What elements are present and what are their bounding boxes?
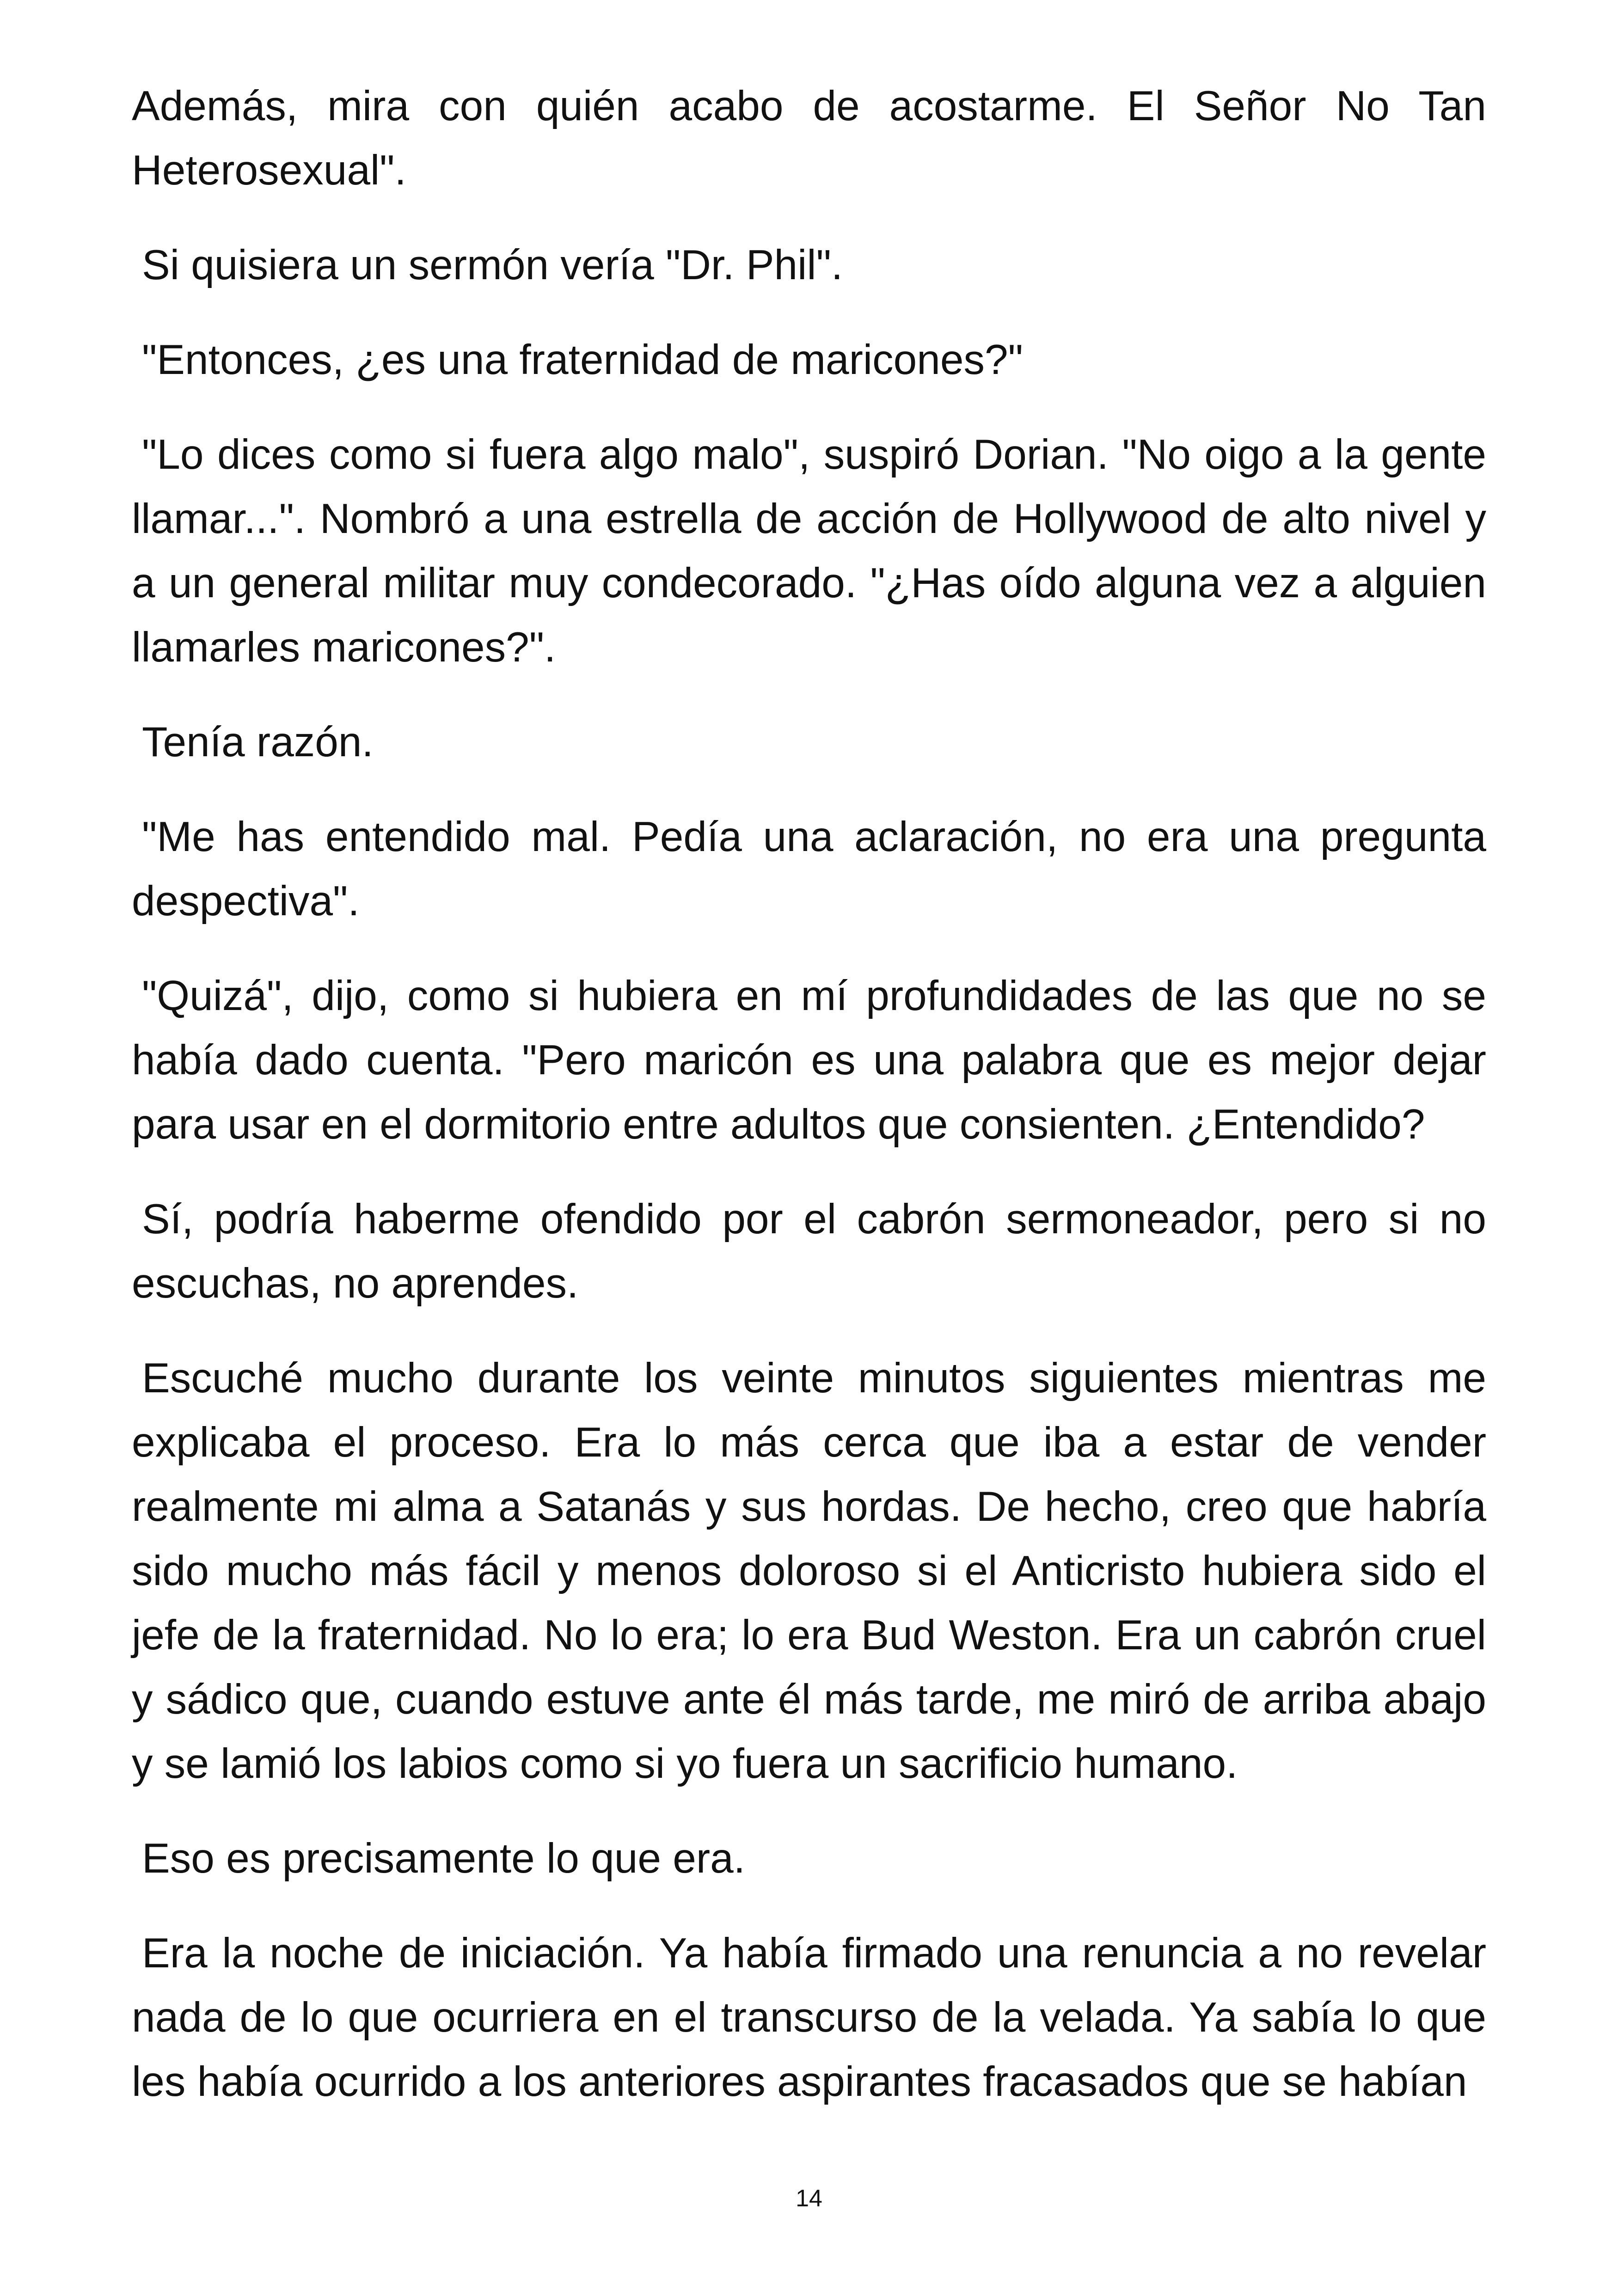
- paragraph-10: Eso es precisamente lo que era.: [142, 1835, 746, 1882]
- paragraph-3: "Entonces, ¿es una fraternidad de maricones?": [142, 337, 1023, 383]
- body-text: [132, 74, 1486, 2144]
- paragraph-1: Además, mira con quién acabo de acostarme. El Señor No Tan Heterosexual".: [132, 83, 1486, 194]
- paragraph-5: Tenía razón.: [142, 719, 374, 765]
- paragraph-8: Sí, podría haberme ofendido por el cabrón sermoneador, pero si no escuchas, no aprendes.: [132, 1196, 1486, 1307]
- paragraph-6: "Me has entendido mal. Pedía una aclaración, no era una pregunta despectiva".: [132, 814, 1486, 925]
- page-number: 14: [796, 2185, 822, 2212]
- paragraph-2: Si quisiera un sermón vería "Dr. Phil".: [142, 242, 843, 288]
- paragraph-7: "Quizá", dijo, como si hubiera en mí profundidades de las que no se había dado cuenta. "Pero maricón es una palabra que es mejor dejar para usar en el dormitorio entre adultos que consienten. ¿Entendido?: [132, 973, 1486, 1148]
- paragraph-4: "Lo dices como si fuera algo malo", suspiró Dorian. "No oigo a la gente llamar...". Nombró a una estrella de acción de Hollywood de alto nivel y a un general militar muy condecorado. "¿Has oído alguna vez a alguien llamarles maricones?".: [132, 431, 1486, 671]
- paragraph-11: Era la noche de iniciación. Ya había firmado una renuncia a no revelar nada de lo que ocurriera en el transcurso de la velada. Ya sabía lo que les había ocurrido a los anteriores aspirantes fracasados que se habían: [132, 1930, 1486, 2105]
- paragraph-9: Escuché mucho durante los veinte minutos siguientes mientras me explicaba el proceso. Era lo más cerca que iba a estar de vender realmente mi alma a Satanás y sus hordas. De hecho, creo que habría sido mucho más fácil y menos doloroso si el Anticristo hubiera sido el jefe de la fraternidad. No lo era; lo era Bud Weston. Era un cabrón cruel y sádico que, cuando estuve ante él más tarde, me miró de arriba abajo y se lamió los labios como si yo fuera un sacrificio humano.: [132, 1355, 1486, 1787]
